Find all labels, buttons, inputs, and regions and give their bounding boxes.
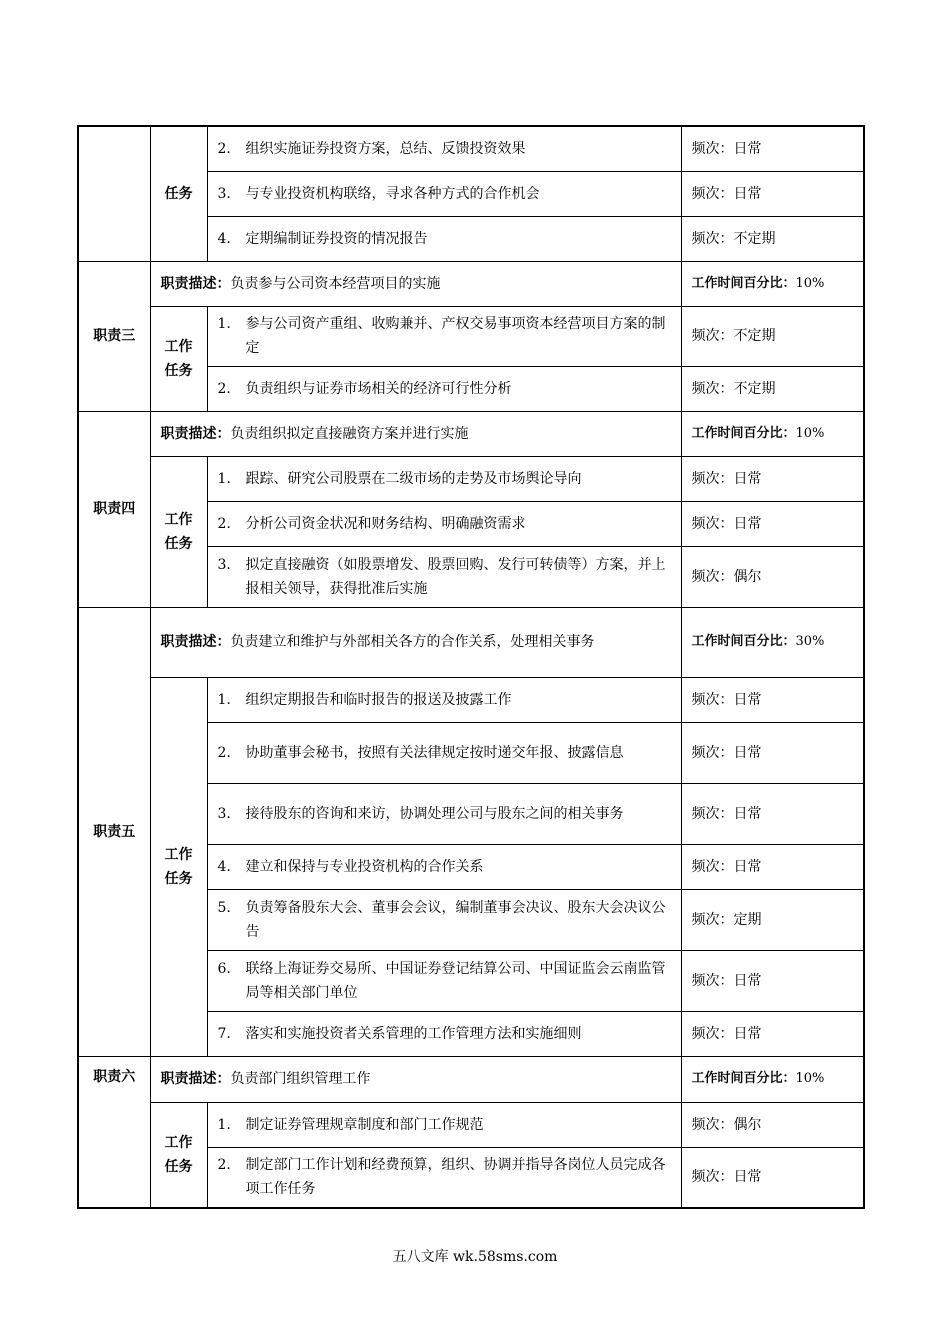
task-cell: 3. 拟定直接融资（如股票增发、股票回购、发行可转债等）方案，并上报相关领导，获得批准后实施: [207, 546, 681, 607]
task-cell: 2. 制定部门工作计划和经费预算，组织、协调并指导各岗位人员完成各项工作任务: [207, 1147, 681, 1208]
task-cell: 2. 分析公司资金状况和财务结构、明确融资需求: [207, 501, 681, 546]
freq-cell: 频次：日常: [681, 950, 864, 1011]
task-label: 工作 任务: [150, 1102, 207, 1208]
duty-description: 职责描述：负责部门组织管理工作: [150, 1056, 681, 1102]
duty-label: 职责五: [78, 607, 150, 1056]
freq-cell: 频次：日常: [681, 844, 864, 889]
freq-cell: 频次：日常: [681, 677, 864, 722]
time-percentage: 工作时间百分比：10%: [681, 261, 864, 306]
task-cell: 2. 协助董事会秘书，按照有关法律规定按时递交年报、披露信息: [207, 722, 681, 783]
task-cell: 1. 参与公司资产重组、收购兼并、产权交易事项资本经营项目方案的制定: [207, 306, 681, 366]
table-row: [78, 261, 864, 306]
task-cell: 3. 与专业投资机构联络，寻求各种方式的合作机会: [207, 171, 681, 216]
duty-description: 职责描述：负责组织拟定直接融资方案并进行实施: [150, 411, 681, 456]
freq-cell: 频次：不定期: [681, 306, 864, 366]
task-label: 工作 任务: [150, 456, 207, 607]
table-row: [78, 306, 864, 366]
task-cell: 4. 定期编制证券投资的情况报告: [207, 216, 681, 261]
freq-cell: 频次：日常: [681, 783, 864, 844]
table-row: [78, 1102, 864, 1147]
task-cell: 1. 跟踪、研究公司股票在二级市场的走势及市场舆论导向: [207, 456, 681, 501]
duty-table: [77, 125, 865, 1209]
duty-label-empty: [78, 126, 150, 261]
task-cell: 6. 联络上海证券交易所、中国证券登记结算公司、中国证监会云南监管局等相关部门单位: [207, 950, 681, 1011]
task-cell: 5. 负责筹备股东大会、董事会会议，编制董事会决议、股东大会决议公告: [207, 889, 681, 950]
duty-description: 职责描述：负责建立和维护与外部相关各方的合作关系，处理相关事务: [150, 607, 681, 677]
task-cell: 2. 负责组织与证券市场相关的经济可行性分析: [207, 366, 681, 411]
freq-cell: 频次：日常: [681, 171, 864, 216]
table-row: [78, 1056, 864, 1102]
table-row: [78, 456, 864, 501]
table-row: [78, 126, 864, 171]
duty-description: 职责描述：负责参与公司资本经营项目的实施: [150, 261, 681, 306]
freq-cell: 频次：日常: [681, 501, 864, 546]
task-cell: 1. 组织定期报告和临时报告的报送及披露工作: [207, 677, 681, 722]
task-cell: 1. 制定证券管理规章制度和部门工作规范: [207, 1102, 681, 1147]
table-row: [78, 411, 864, 456]
time-percentage: 工作时间百分比：30%: [681, 607, 864, 677]
duty-label: 职责六: [78, 1056, 150, 1208]
freq-cell: 频次：不定期: [681, 366, 864, 411]
freq-cell: 频次：不定期: [681, 216, 864, 261]
task-cell: 7. 落实和实施投资者关系管理的工作管理方法和实施细则: [207, 1011, 681, 1056]
freq-cell: 频次：偶尔: [681, 546, 864, 607]
task-label: 工作 任务: [150, 306, 207, 411]
task-cell: 2. 组织实施证券投资方案，总结、反馈投资效果: [207, 126, 681, 171]
task-cell: 4. 建立和保持与专业投资机构的合作关系: [207, 844, 681, 889]
freq-cell: 频次：日常: [681, 1147, 864, 1208]
task-label: 任务: [150, 126, 207, 261]
freq-cell: 频次：日常: [681, 722, 864, 783]
time-percentage: 工作时间百分比：10%: [681, 411, 864, 456]
freq-cell: 频次：定期: [681, 889, 864, 950]
table-row: [78, 607, 864, 677]
freq-cell: 频次：日常: [681, 456, 864, 501]
time-percentage: 工作时间百分比：10%: [681, 1056, 864, 1102]
task-cell: 3. 接待股东的咨询和来访，协调处理公司与股东之间的相关事务: [207, 783, 681, 844]
duty-label: 职责三: [78, 261, 150, 411]
freq-cell: 频次：日常: [681, 1011, 864, 1056]
freq-cell: 频次：偶尔: [681, 1102, 864, 1147]
task-label: 工作 任务: [150, 677, 207, 1056]
duty-label: 职责四: [78, 411, 150, 607]
footer-watermark: 五八文库 wk.58sms.com: [392, 1249, 558, 1265]
table-row: [78, 677, 864, 722]
freq-cell: 频次：日常: [681, 126, 864, 171]
